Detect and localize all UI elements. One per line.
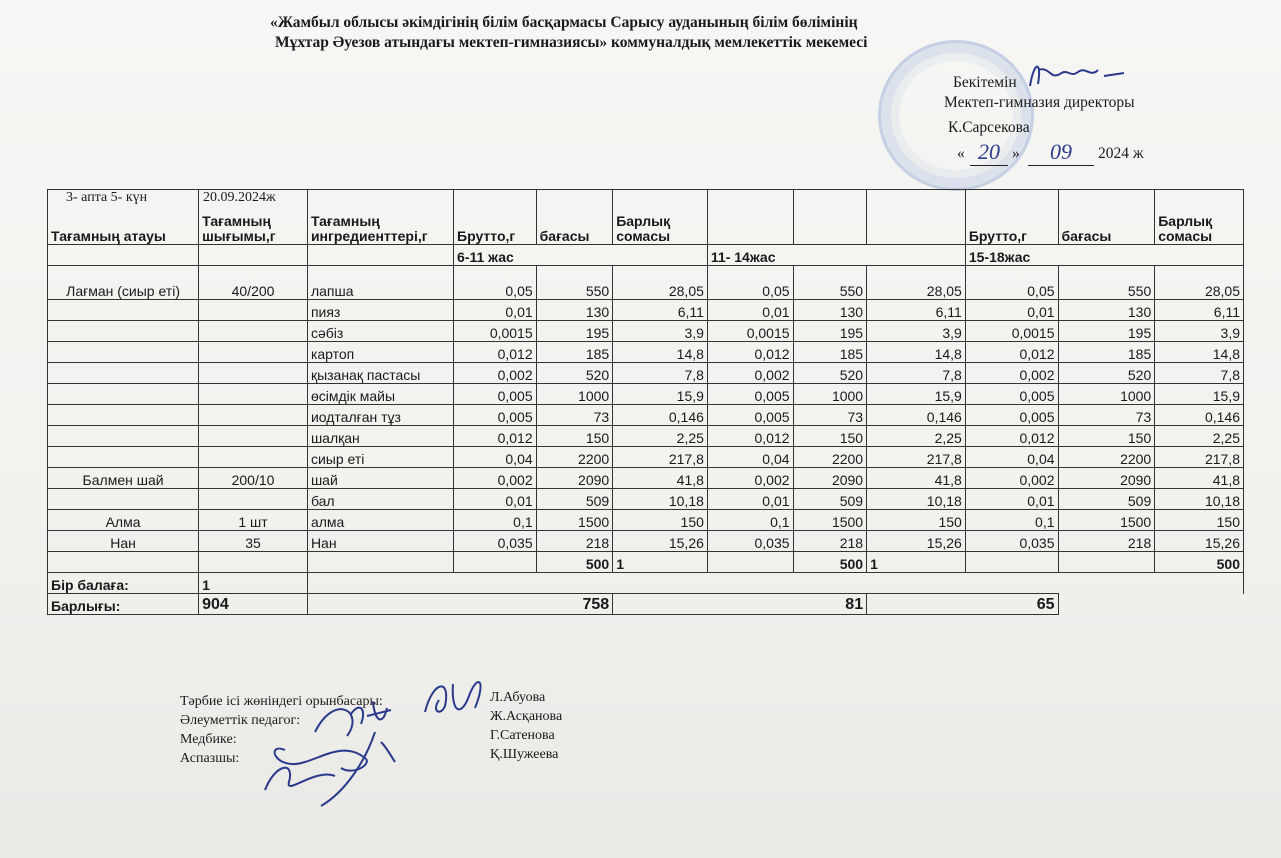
table-cell: 509 — [793, 489, 867, 510]
table-cell — [48, 489, 199, 510]
table-cell: 0,002 — [707, 468, 793, 489]
table-cell: 0,012 — [454, 426, 537, 447]
table-cell — [199, 426, 308, 447]
table-cell: өсімдік майы — [307, 384, 453, 405]
approval-date-open: « — [957, 145, 965, 162]
table-cell: 218 — [1058, 531, 1155, 552]
signer-name: Г.Сатенова — [490, 728, 555, 743]
table-cell: 41,8 — [1155, 468, 1244, 489]
table-cell: 0,002 — [454, 468, 537, 489]
table-cell — [48, 321, 199, 342]
table-cell: 150 — [793, 426, 867, 447]
table-cell — [199, 405, 308, 426]
table-cell: 500 — [1155, 552, 1244, 573]
table-cell: 217,8 — [867, 447, 966, 468]
table-cell: 0,1 — [965, 510, 1058, 531]
approval-year: 2024 ж — [1098, 145, 1144, 162]
approval-name: К.Сарсекова — [948, 119, 1030, 136]
table-cell: 0,0015 — [707, 321, 793, 342]
table-cell: 0,146 — [613, 405, 708, 426]
role-label: Медбике: — [180, 732, 237, 747]
header-cell: Барлық сомасы — [613, 190, 708, 245]
total-value: 904 — [199, 594, 308, 615]
table-cell: 7,8 — [1155, 363, 1244, 384]
table-cell: 150 — [867, 510, 966, 531]
table-cell: 185 — [793, 342, 867, 363]
total-value: 758 — [307, 594, 612, 615]
table-row — [48, 510, 1244, 531]
table-cell: 0,002 — [454, 363, 537, 384]
header-cell: Барлық сомасы — [1155, 190, 1244, 245]
role-label: Әлеуметтік педагог: — [180, 713, 301, 728]
table-cell: 14,8 — [1155, 342, 1244, 363]
table-cell: 35 — [199, 531, 308, 552]
table-cell: 1000 — [536, 384, 613, 405]
table-cell: 28,05 — [613, 266, 708, 300]
signer-name: Қ.Шужеева — [490, 747, 559, 762]
table-cell — [48, 300, 199, 321]
table-row — [48, 447, 1244, 468]
table-cell: 0,005 — [454, 405, 537, 426]
header-cell — [707, 190, 793, 245]
table-cell: 0,05 — [454, 266, 537, 300]
table-cell: алма — [307, 510, 453, 531]
total-value: 65 — [867, 594, 1058, 615]
role-label: Тәрбие ісі жөніндегі орынбасары: — [180, 694, 383, 709]
table-cell: Балмен шай — [48, 468, 199, 489]
menu-body — [48, 266, 1244, 552]
table-row — [48, 489, 1244, 510]
table-cell: 0,05 — [707, 266, 793, 300]
table-cell: 195 — [793, 321, 867, 342]
table-row — [48, 266, 1244, 300]
table-cell: 150 — [613, 510, 708, 531]
table-cell: 0,05 — [965, 266, 1058, 300]
table-cell: 28,05 — [867, 266, 966, 300]
table-cell: 185 — [1058, 342, 1155, 363]
approval-day: 20 — [970, 139, 1008, 166]
table-cell: 73 — [793, 405, 867, 426]
table-cell: 0,0015 — [454, 321, 537, 342]
table-cell: Лағман (сиыр еті) — [48, 266, 199, 300]
role-label: Аспазшы: — [180, 751, 240, 766]
table-cell: 10,18 — [867, 489, 966, 510]
approval-label: Бекітемін — [953, 74, 1017, 91]
table-cell: 195 — [1058, 321, 1155, 342]
table-cell: 0,146 — [1155, 405, 1244, 426]
table-cell: 550 — [536, 266, 613, 300]
table-cell: 0,01 — [707, 300, 793, 321]
table-cell: 130 — [1058, 300, 1155, 321]
table-cell: пияз — [307, 300, 453, 321]
age-group-cell: 6-11 жас — [454, 245, 708, 266]
table-cell — [199, 447, 308, 468]
table-cell: 41,8 — [613, 468, 708, 489]
table-cell: 130 — [536, 300, 613, 321]
table-cell: 0,005 — [965, 384, 1058, 405]
table-cell: 0,012 — [454, 342, 537, 363]
table-cell: 1000 — [1058, 384, 1155, 405]
table-cell: 0,146 — [867, 405, 966, 426]
table-cell — [48, 447, 199, 468]
table-row — [48, 321, 1244, 342]
header-cell: бағасы — [1058, 190, 1155, 245]
table-cell: 1500 — [536, 510, 613, 531]
table-cell: 2,25 — [1155, 426, 1244, 447]
menu-date: 20.09.2024ж — [203, 190, 276, 205]
table-cell: 0,035 — [707, 531, 793, 552]
table-cell: лапша — [307, 266, 453, 300]
table-cell: 41,8 — [867, 468, 966, 489]
table-cell: 2,25 — [613, 426, 708, 447]
table-cell — [48, 363, 199, 384]
table-cell — [199, 342, 308, 363]
table-cell: 2,25 — [867, 426, 966, 447]
table-cell: 520 — [536, 363, 613, 384]
age-group-cell: 15-18жас — [965, 245, 1243, 266]
age-group-row — [48, 245, 1244, 266]
table-cell: 1 — [867, 552, 966, 573]
table-cell: 520 — [793, 363, 867, 384]
table-cell: 73 — [1058, 405, 1155, 426]
age-group-cell: 11- 14жас — [707, 245, 965, 266]
table-cell: 2090 — [793, 468, 867, 489]
signer-name: Ж.Асқанова — [490, 709, 563, 724]
table-cell: 0,012 — [965, 342, 1058, 363]
table-cell: 1000 — [793, 384, 867, 405]
table-cell: 40/200 — [199, 266, 308, 300]
table-cell: 15,26 — [867, 531, 966, 552]
total-label: Барлығы: — [48, 594, 199, 615]
signature-names — [490, 688, 562, 764]
table-row — [48, 300, 1244, 321]
table-cell: сәбіз — [307, 321, 453, 342]
total-value: 81 — [613, 594, 867, 615]
handwritten-signatures — [255, 672, 495, 812]
table-cell: 200/10 — [199, 468, 308, 489]
table-cell: 0,002 — [965, 363, 1058, 384]
table-cell: 195 — [536, 321, 613, 342]
table-cell — [199, 300, 308, 321]
table-cell: 509 — [1058, 489, 1155, 510]
approval-position: Мектеп-гимназия директоры — [944, 94, 1135, 111]
table-cell: 130 — [793, 300, 867, 321]
table-row — [48, 531, 1244, 552]
extra-row — [48, 552, 1244, 573]
table-cell: 15,9 — [867, 384, 966, 405]
table-row — [48, 384, 1244, 405]
table-cell: шалқан — [307, 426, 453, 447]
table-cell: бал — [307, 489, 453, 510]
table-cell: 0,01 — [707, 489, 793, 510]
table-row — [48, 342, 1244, 363]
menu-table — [47, 189, 1244, 615]
table-cell: 0,012 — [707, 342, 793, 363]
table-cell: 1 шт — [199, 510, 308, 531]
table-cell: 1 — [613, 552, 708, 573]
header-line-2: Мұхтар Әуезов атындағы мектеп-гимназиясы» коммуналдық мемлекеттік мекемесі — [275, 34, 868, 51]
table-cell: 7,8 — [867, 363, 966, 384]
table-cell: шай — [307, 468, 453, 489]
table-cell: 218 — [536, 531, 613, 552]
table-row — [48, 426, 1244, 447]
table-cell: сиыр еті — [307, 447, 453, 468]
table-cell: 6,11 — [867, 300, 966, 321]
table-cell: 0,002 — [965, 468, 1058, 489]
header-cell: Брутто,г — [454, 190, 537, 245]
table-cell: 500 — [793, 552, 867, 573]
table-cell: 0,005 — [707, 405, 793, 426]
table-cell: 0,012 — [707, 426, 793, 447]
table-cell: 509 — [536, 489, 613, 510]
table-cell: Нан — [307, 531, 453, 552]
table-cell: 0,01 — [965, 489, 1058, 510]
table-cell: Нан — [48, 531, 199, 552]
header-line-1: «Жамбыл облысы әкімдігінің білім басқармасы Сарысу ауданының білім бөлімінің — [270, 14, 858, 31]
header-cell: Тағамның атауы — [48, 190, 199, 245]
table-cell: 14,8 — [867, 342, 966, 363]
table-cell — [48, 342, 199, 363]
table-cell: 150 — [1155, 510, 1244, 531]
table-cell: 0,035 — [454, 531, 537, 552]
table-cell: 14,8 — [613, 342, 708, 363]
approval-date-mid: » — [1012, 145, 1020, 162]
table-cell: 550 — [1058, 266, 1155, 300]
per-child-value: 1 — [199, 573, 308, 594]
table-cell: 0,01 — [454, 489, 537, 510]
table-cell: 185 — [536, 342, 613, 363]
table-cell: картоп — [307, 342, 453, 363]
official-stamp — [878, 40, 1034, 191]
table-cell: 150 — [536, 426, 613, 447]
table-cell: 0,005 — [965, 405, 1058, 426]
table-cell — [199, 363, 308, 384]
total-row — [48, 594, 1244, 615]
table-cell — [199, 384, 308, 405]
header-cell: Брутто,г — [965, 190, 1058, 245]
table-cell: 0,012 — [965, 426, 1058, 447]
table-cell: 0,01 — [965, 300, 1058, 321]
table-cell: Алма — [48, 510, 199, 531]
table-cell: 0,1 — [454, 510, 537, 531]
table-cell: 0,005 — [707, 384, 793, 405]
table-cell: 10,18 — [613, 489, 708, 510]
table-cell: 3,9 — [867, 321, 966, 342]
table-cell: 15,26 — [1155, 531, 1244, 552]
table-cell: 0,0015 — [965, 321, 1058, 342]
table-cell: қызанақ пастасы — [307, 363, 453, 384]
table-cell — [199, 489, 308, 510]
table-cell: 2200 — [793, 447, 867, 468]
table-cell: 2090 — [536, 468, 613, 489]
table-cell: 0,04 — [965, 447, 1058, 468]
header-cell: Тағамның ингредиенттері,г — [307, 190, 453, 245]
table-cell: 500 — [536, 552, 613, 573]
table-cell: 217,8 — [1155, 447, 1244, 468]
table-cell: 0,005 — [454, 384, 537, 405]
table-row — [48, 363, 1244, 384]
table-cell: 73 — [536, 405, 613, 426]
table-cell: 2090 — [1058, 468, 1155, 489]
table-cell: 2200 — [1058, 447, 1155, 468]
table-cell: 15,9 — [1155, 384, 1244, 405]
per-child-label: Бір балаға: — [48, 573, 199, 594]
table-cell: 15,9 — [613, 384, 708, 405]
director-signature — [1020, 56, 1130, 94]
header-cell — [867, 190, 966, 245]
table-cell: иодталған тұз — [307, 405, 453, 426]
table-row — [48, 468, 1244, 489]
table-cell — [48, 405, 199, 426]
header-cell — [793, 190, 867, 245]
table-cell: 0,002 — [707, 363, 793, 384]
table-cell — [48, 426, 199, 447]
table-cell: 15,26 — [613, 531, 708, 552]
table-cell — [48, 384, 199, 405]
table-cell: 1500 — [1058, 510, 1155, 531]
table-cell: 0,035 — [965, 531, 1058, 552]
table-header-row — [48, 190, 1244, 245]
table-cell — [199, 321, 308, 342]
table-cell: 550 — [793, 266, 867, 300]
header-cell: Тағамның шығымы,г — [199, 190, 308, 245]
table-cell: 0,01 — [454, 300, 537, 321]
table-cell: 3,9 — [613, 321, 708, 342]
header-cell: бағасы — [536, 190, 613, 245]
table-cell: 6,11 — [613, 300, 708, 321]
signer-name: Л.Абуова — [490, 690, 546, 705]
table-cell: 0,04 — [707, 447, 793, 468]
week-day: 3- апта 5- күн — [66, 190, 148, 205]
per-child-row — [48, 573, 1244, 594]
table-cell: 520 — [1058, 363, 1155, 384]
table-cell: 3,9 — [1155, 321, 1244, 342]
table-cell: 0,04 — [454, 447, 537, 468]
table-cell: 28,05 — [1155, 266, 1244, 300]
table-cell: 10,18 — [1155, 489, 1244, 510]
table-cell: 0,1 — [707, 510, 793, 531]
table-cell: 2200 — [536, 447, 613, 468]
table-cell: 218 — [793, 531, 867, 552]
table-cell: 217,8 — [613, 447, 708, 468]
table-row — [48, 405, 1244, 426]
approval-month: 09 — [1028, 139, 1094, 166]
table-cell: 150 — [1058, 426, 1155, 447]
table-cell: 7,8 — [613, 363, 708, 384]
table-cell: 1500 — [793, 510, 867, 531]
table-cell: 6,11 — [1155, 300, 1244, 321]
